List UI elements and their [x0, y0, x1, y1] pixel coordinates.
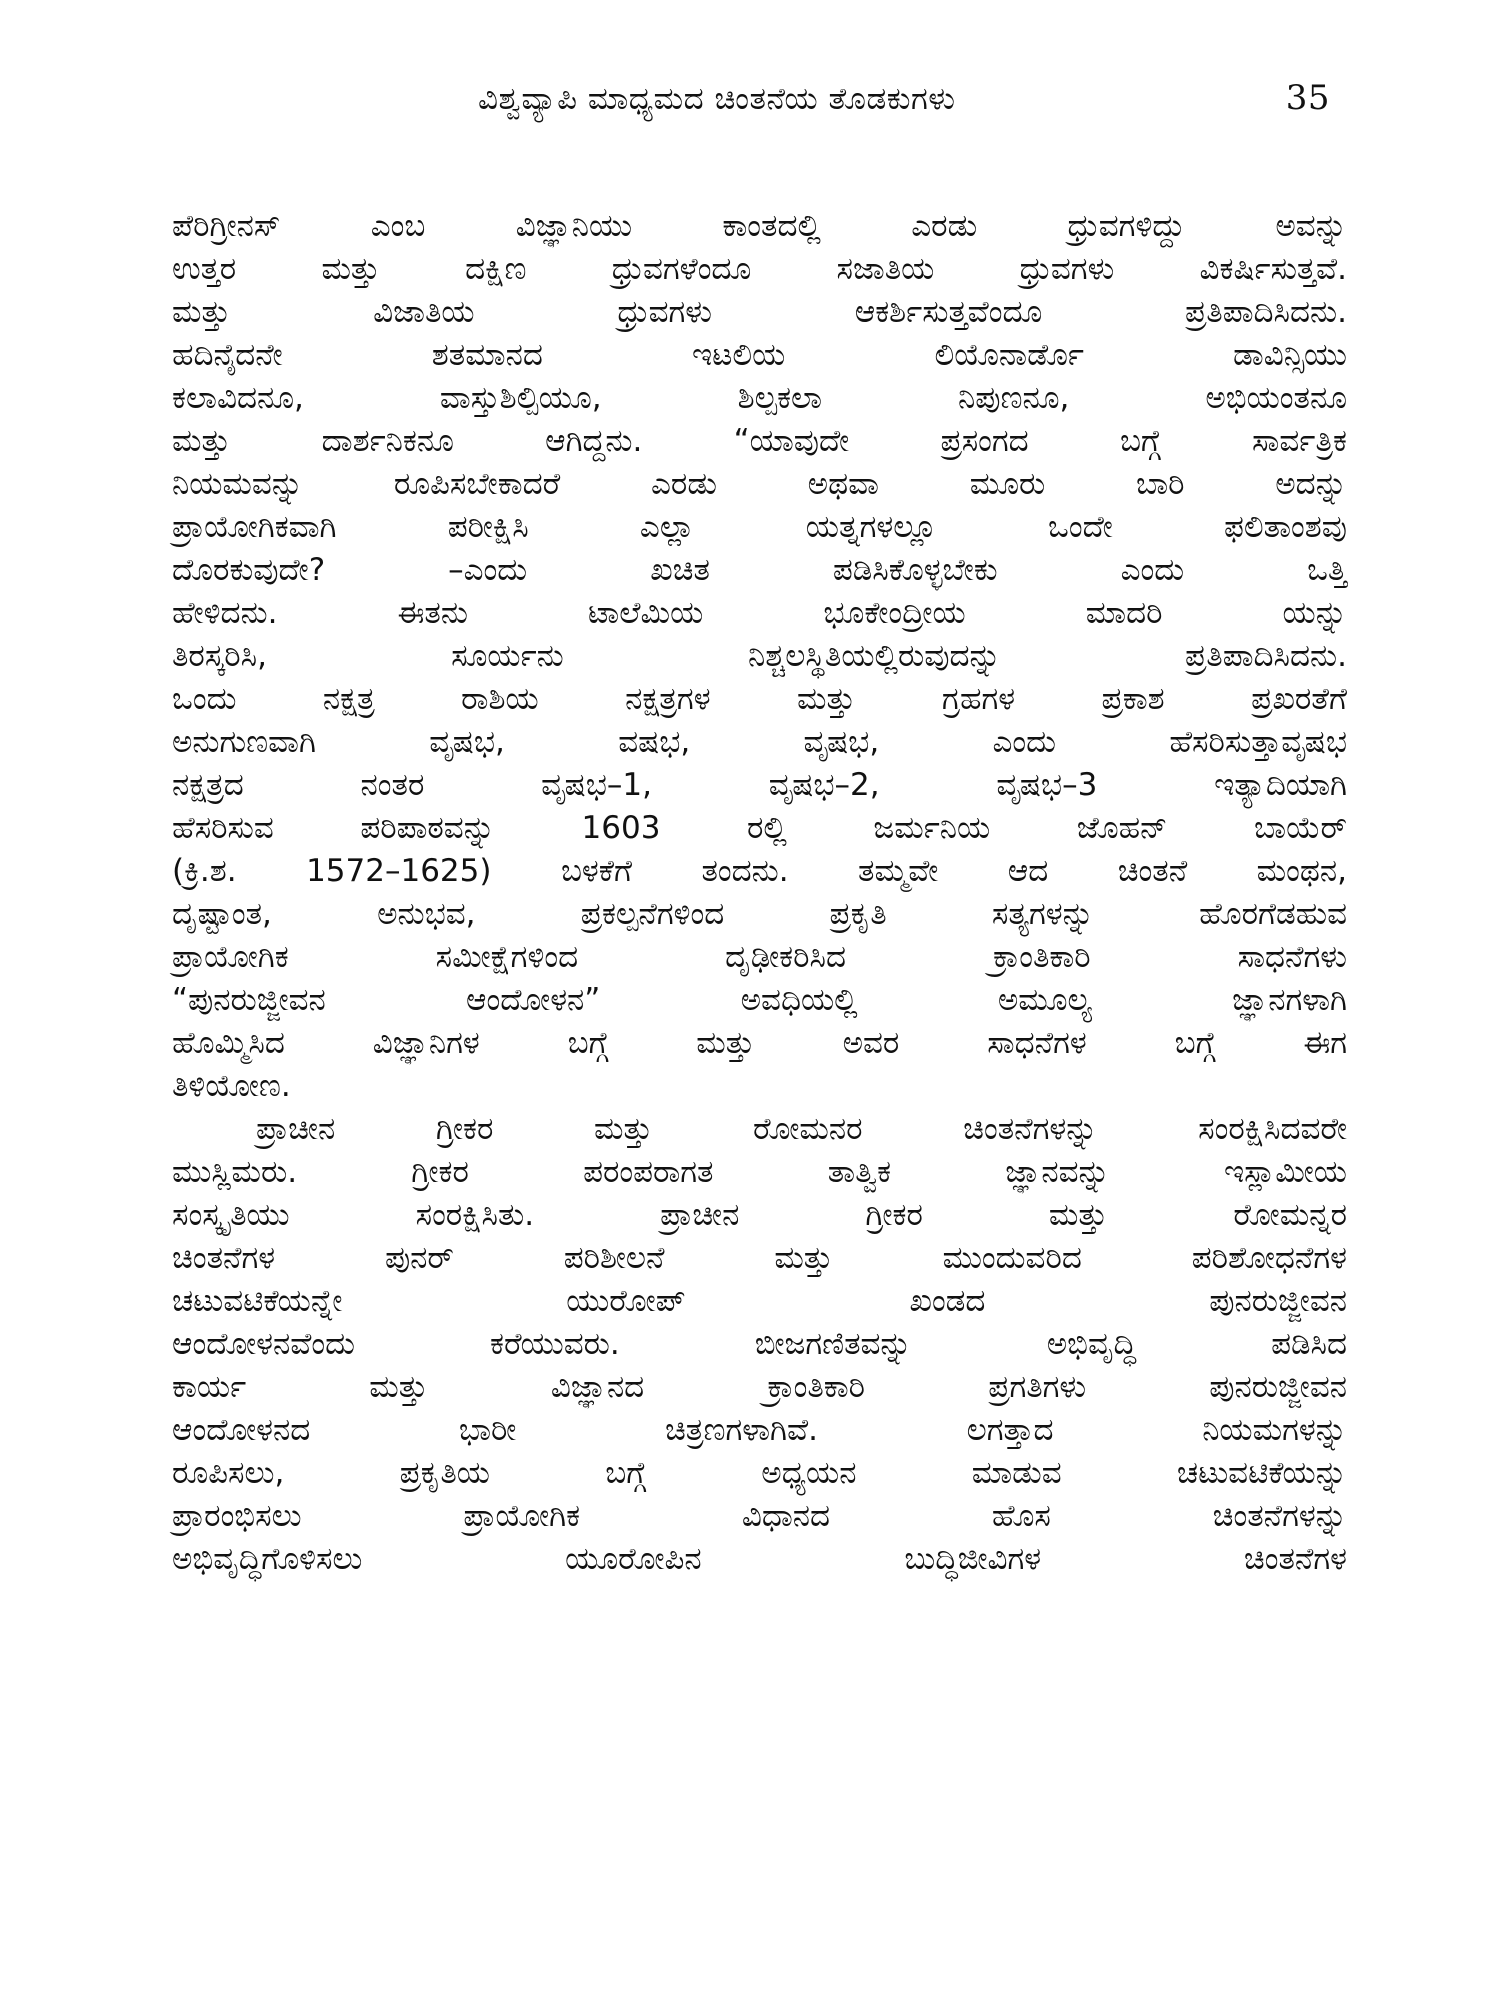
text-line: ಚಿಂತನೆಗಳ ಪುನರ್ ಪರಿಶೀಲನೆ ಮತ್ತು ಮುಂದುವರಿದ ಪರಿಶೋಧನೆಗಳ — [172, 1240, 1347, 1276]
running-head — [478, 78, 1330, 118]
text-line: ಕಾರ್ಯ ಮತ್ತು ವಿಜ್ಞಾನದ ಕ್ರಾಂತಿಕಾರಿ ಪ್ರಗತಿಗಳು ಪುನರುಜ್ಜೀವನ — [172, 1369, 1347, 1405]
paragraph-end-line: ತಿಳಿಯೋಣ. — [172, 1068, 291, 1104]
text-line: ಪ್ರಾಯೋಗಿಕ ಸಮೀಕ್ಷೆಗಳಿಂದ ದೃಢೀಕರಿಸಿದ ಕ್ರಾಂತಿಕಾರಿ ಸಾಧನೆಗಳು — [172, 939, 1347, 975]
text-line: ಮುಸ್ಲಿಮರು. ಗ್ರೀಕರ ಪರಂಪರಾಗತ ತಾತ್ವಿಕ ಜ್ಞಾನವನ್ನು ಇಸ್ಲಾಮೀಯ — [172, 1154, 1347, 1190]
text-line: ದೃಷ್ಟಾಂತ, ಅನುಭವ, ಪ್ರಕಲ್ಪನೆಗಳಿಂದ ಪ್ರಕೃತಿ ಸತ್ಯಗಳನ್ನು ಹೊರಗೆಡಹುವ — [172, 896, 1347, 932]
text-line: ಅನುಗುಣವಾಗಿ ವೃಷಭ, ವಷಭ, ವೃಷಭ, ಎಂದು ಹೆಸರಿಸುತ್ತಾವೃಷಭ — [172, 724, 1347, 760]
text-line: ಹೊಮ್ಮಿಸಿದ ವಿಜ್ಞಾನಿಗಳ ಬಗ್ಗೆ ಮತ್ತು ಅವರ ಸಾಧನೆಗಳ ಬಗ್ಗೆ ಈಗ — [172, 1025, 1347, 1061]
text-line: ದೊರಕುವುದೇ? –ಎಂದು ಖಚಿತ ಪಡಿಸಿಕೊಳ್ಳಬೇಕು ಎಂದು ಒತ್ತಿ — [172, 552, 1347, 588]
text-line: ಪ್ರಾಯೋಗಿಕವಾಗಿ ಪರೀಕ್ಷಿಸಿ ಎಲ್ಲಾ ಯತ್ನಗಳಲ್ಲೂ ಒಂದೇ ಫಲಿತಾಂಶವು — [172, 509, 1347, 545]
text-line: ಉತ್ತರ ಮತ್ತು ದಕ್ಷಿಣ ಧ್ರುವಗಳೆಂದೂ ಸಜಾತಿಯ ಧ್ರುವಗಳು ವಿಕರ್ಷಿಸುತ್ತವೆ. — [172, 251, 1347, 287]
text-line: ಆಂದೋಳನವೆಂದು ಕರೆಯುವರು. ಬೀಜಗಣಿತವನ್ನು ಅಭಿವೃದ್ಧಿ ಪಡಿಸಿದ — [172, 1326, 1347, 1362]
text-line: ಚಟುವಟಿಕೆಯನ್ನೇ ಯುರೋಪ್ ಖಂಡದ ಪುನರುಜ್ಜೀವನ — [172, 1283, 1347, 1319]
text-line: ಹದಿನೈದನೇ ಶತಮಾನದ ಇಟಲಿಯ ಲಿಯೊನಾರ್ಡೊ ಡಾವಿನ್ಸಿಯು — [172, 337, 1347, 373]
text-line: ಆಂದೋಳನದ ಭಾರೀ ಚಿತ್ರಣಗಳಾಗಿವೆ. ಲಗತ್ತಾದ ನಿಯಮಗಳನ್ನು — [172, 1412, 1347, 1448]
text-line: “ಪುನರುಜ್ಜೀವನ ಆಂದೋಳನ” ಅವಧಿಯಲ್ಲಿ ಅಮೂಲ್ಯ ಜ್ಞಾನಗಳಾಗಿ — [172, 982, 1347, 1018]
text-line: ಅಭಿವೃದ್ಧಿಗೊಳಿಸಲು ಯೂರೋಪಿನ ಬುದ್ಧಿಜೀವಿಗಳ ಚಿಂತನೆಗಳ — [172, 1541, 1347, 1577]
paragraph-start-line: ಪ್ರಾಚೀನ ಗ್ರೀಕರ ಮತ್ತು ರೋಮನರ ಚಿಂತನೆಗಳನ್ನು ಸಂರಕ್ಷಿಸಿದವರೇ — [256, 1111, 1347, 1147]
text-line: ನಕ್ಷತ್ರದ ನಂತರ ವೃಷಭ–1, ವೃಷಭ–2, ವೃಷಭ–3 ಇತ್ಯಾದಿಯಾಗಿ — [172, 767, 1347, 803]
page-number: 35 — [1285, 78, 1330, 118]
text-line: ಸಂಸ್ಕೃತಿಯು ಸಂರಕ್ಷಿಸಿತು. ಪ್ರಾಚೀನ ಗ್ರೀಕರ ಮತ್ತು ರೋಮನ್ನರ — [172, 1197, 1347, 1233]
running-head-title: ವಿಶ್ವವ್ಯಾಪಿ ಮಾಧ್ಯಮದ ಚಿಂತನೆಯ ತೊಡಕುಗಳು — [478, 81, 956, 117]
text-line: ಪ್ರಾರಂಭಿಸಲು ಪ್ರಾಯೋಗಿಕ ವಿಧಾನದ ಹೊಸ ಚಿಂತನೆಗಳನ್ನು — [172, 1498, 1347, 1534]
text-line: ಹೇಳಿದನು. ಈತನು ಟಾಲೆಮಿಯ ಭೂಕೇಂದ್ರೀಯ ಮಾದರಿ ಯನ್ನು — [172, 595, 1347, 631]
text-line: ಕಲಾವಿದನೂ, ವಾಸ್ತುಶಿಲ್ಪಿಯೂ, ಶಿಲ್ಪಕಲಾ ನಿಪುಣನೂ, ಅಭಿಯಂತನೂ — [172, 380, 1347, 416]
text-line: ಒಂದು ನಕ್ಷತ್ರ ರಾಶಿಯ ನಕ್ಷತ್ರಗಳ ಮತ್ತು ಗ್ರಹಗಳ ಪ್ರಕಾಶ ಪ್ರಖರತೆಗೆ — [172, 681, 1347, 717]
text-line: ತಿರಸ್ಕರಿಸಿ, ಸೂರ್ಯನು ನಿಶ್ಚಲಸ್ಥಿತಿಯಲ್ಲಿರುವುದನ್ನು ಪ್ರತಿಪಾದಿಸಿದನು. — [172, 638, 1347, 674]
text-line: ಮತ್ತು ವಿಜಾತಿಯ ಧ್ರುವಗಳು ಆಕರ್ಶಿಸುತ್ತವೆಂದೂ ಪ್ರತಿಪಾದಿಸಿದನು. — [172, 294, 1347, 330]
text-line: ಪೆರಿಗ್ರೀನಸ್ ಎಂಬ ವಿಜ್ಞಾನಿಯು ಕಾಂತದಲ್ಲಿ ಎರಡು ಧ್ರುವಗಳಿದ್ದು ಅವನ್ನು — [172, 208, 1347, 244]
text-line: ಮತ್ತು ದಾರ್ಶನಿಕನೂ ಆಗಿದ್ದನು. “ಯಾವುದೇ ಪ್ರಸಂಗದ ಬಗ್ಗೆ ಸಾರ್ವತ್ರಿಕ — [172, 423, 1347, 459]
text-line: ಹೆಸರಿಸುವ ಪರಿಪಾಠವನ್ನು 1603 ರಲ್ಲಿ ಜರ್ಮನಿಯ ಜೊಹನ್ ಬಾಯೆರ್ — [172, 810, 1347, 846]
text-line: ರೂಪಿಸಲು, ಪ್ರಕೃತಿಯ ಬಗ್ಗೆ ಅಧ್ಯಯನ ಮಾಡುವ ಚಟುವಟಿಕೆಯನ್ನು — [172, 1455, 1347, 1491]
body-text — [172, 205, 1347, 1581]
text-line: ನಿಯಮವನ್ನು ರೂಪಿಸಬೇಕಾದರೆ ಎರಡು ಅಥವಾ ಮೂರು ಬಾರಿ ಅದನ್ನು — [172, 466, 1347, 502]
text-line: (ಕ್ರಿ.ಶ. 1572–1625) ಬಳಕೆಗೆ ತಂದನು. ತಮ್ಮವೇ ಆದ ಚಿಂತನೆ ಮಂಥನ, — [172, 853, 1347, 889]
